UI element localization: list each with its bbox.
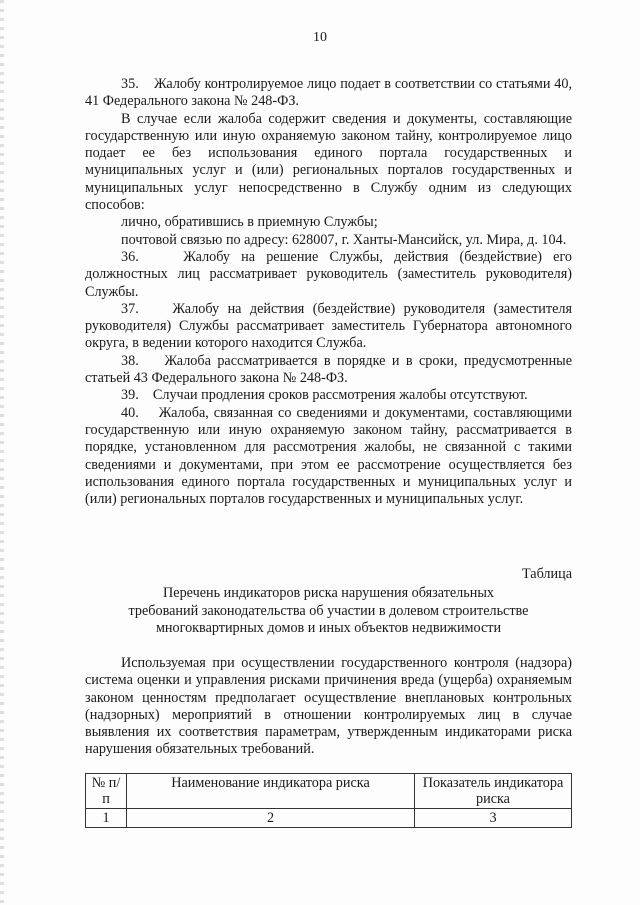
header-indicator-name: Наименование индикатора риска [127,774,415,809]
header-number: № п/п [86,774,127,809]
document-body [85,76,572,508]
table-cell: 2 [127,809,415,828]
paragraph-in-person: лично, обратившись в приемную Службы; [121,214,378,231]
paragraph-38: 38. Жалоба рассматривается в порядке и в сроки, предусмотренные статьей 43 Федерального закона № 248-ФЗ. [85,352,572,387]
intro-paragraph: Используемая при осуществлении государственного контроля (надзора) система оценки и управления рисками причинения вреда (ущерба) охраняемым законом ценностям предполагает осуществление внеплановых контрольных (надзорных) мероприятий в отношении контролируемых лиц в случае выявления их соответствия параметрам, утвержденным индикаторами риска нарушения обязательных требований. [85,655,572,758]
risk-indicator-table [85,773,572,828]
table-caption: Таблица [521,566,572,582]
table-row [86,809,572,828]
table-header-row [86,774,572,809]
paragraph-35: 35. Жалобу контролируемое лицо подает в соответствии со статьями 40, 41 Федерального закона № 248-ФЗ. [85,76,572,110]
table-title-line: требований законодательства об участии в долевом строительстве [128,602,529,619]
table-cell: 1 [86,809,127,828]
paragraph-postal: почтовой связью по адресу: 628007, г. Ханты-Мансийск, ул. Мира, д. 104. [121,231,567,248]
table-title-line: Перечень индикаторов риска нарушения обязательных [163,585,494,601]
paragraph-35-secret: В случае если жалоба содержит сведения и документы, составляющие государственную или иную охраняемую законом тайну, контролируемое лицо подает ее без использования единого портала государственных и муниципальных услуг и (или) региональных порталов государственных и муниципальных услуг непосредственно в Службу одним из следующих способов: [85,110,572,214]
paragraph-39: 39. Случаи продления сроков рассмотрения жалобы отсутствуют. [121,387,528,404]
paragraph-40: 40. Жалоба, связанная со сведениями и документами, составляющими государственную или иную охраняемую законом тайну, рассматривается в порядке, установленном для рассмотрения жалобы, не связанной с такими сведениями и документами, при этом ее рассмотрение осуществляется без использования единого портала государственных и муниципальных услуг и (или) региональных порталов государственных и муниципальных услуг. [85,404,572,508]
table-title-line: многоквартирных домов и иных объектов недвижимости [155,620,502,636]
page-edge [0,0,4,905]
header-indicator-value: Показатель индикатора риска [415,774,572,809]
paragraph-36: 36. Жалобу на решение Службы, действия (бездействие) его должностных лиц рассматривает руководитель (заместитель руководителя) Службы. [85,248,572,300]
page-number: 10 [313,30,327,45]
table-cell: 3 [415,809,572,828]
paragraph-37: 37. Жалобу на действия (бездействие) руководителя (заместителя руководителя) Службы рассматривает заместитель Губернатора автономного округа, в ведении которого находится Служба. [85,300,572,352]
table-title [85,585,572,638]
